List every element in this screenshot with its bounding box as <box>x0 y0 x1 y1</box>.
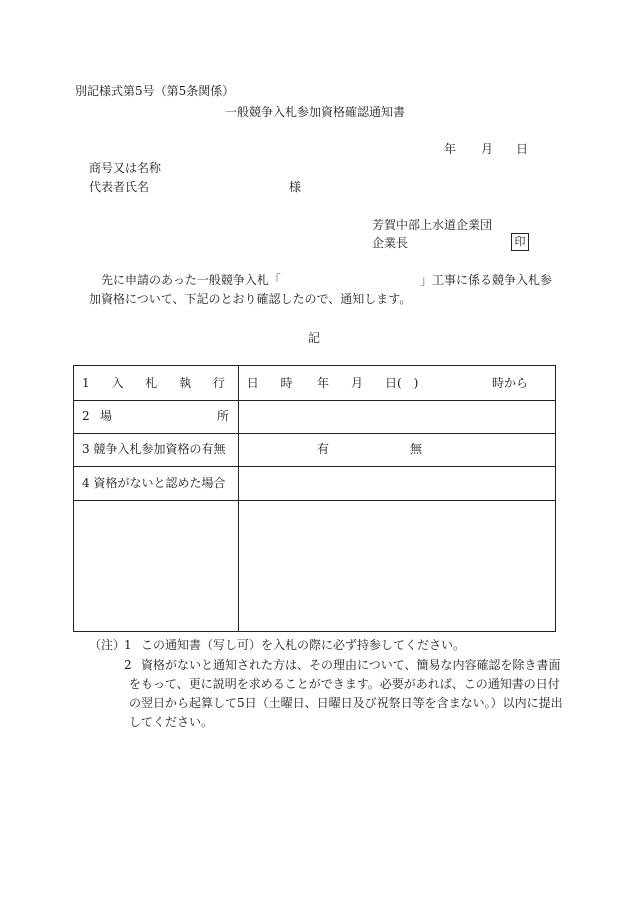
bid-year: 年 <box>317 376 330 390</box>
bid-day: 日( ) <box>385 376 419 390</box>
body-line1-start: 先に申請のあった一般競争入札「 <box>101 273 281 287</box>
notes-prefix: （注） <box>89 638 126 652</box>
representative-label: 代表者氏名 <box>89 180 150 194</box>
honorific: 様 <box>289 180 302 194</box>
seal-mark: 印 <box>511 233 529 251</box>
note-2-line1: 資格がないと通知された方は、その理由について、簡易な内容確認を除き書面 <box>141 658 561 672</box>
date-year: 年 <box>444 142 457 156</box>
note-2-line3: の翌日から起算して5日（土曜日、日曜日及び祝祭日等を含まない。）以内に提出 <box>129 696 563 710</box>
issuer-org: 芳賀中部上水道企業団 <box>372 218 493 232</box>
row-place-label-start: 場 <box>100 409 113 423</box>
company-label: 商号又は名称 <box>89 161 162 175</box>
table-row-divider <box>74 466 555 467</box>
bid-month: 月 <box>351 376 364 390</box>
table-row-divider <box>74 433 555 434</box>
details-table <box>73 365 556 632</box>
row-place-number: 2 <box>82 409 90 423</box>
table-row-divider <box>74 500 555 501</box>
bid-datetime-label-text: 1 入 札 執 行 日 時 <box>82 376 302 390</box>
row-bid-datetime-label <box>82 376 302 390</box>
note-2-line4: してください。 <box>129 715 214 729</box>
note-2-line2: をもって、更に説明を求めることができます。必要があれば、この通知書の日付 <box>129 677 560 691</box>
eligibility-no: 無 <box>410 442 423 456</box>
form-label: 別記様式第5号（第5条関係） <box>75 84 235 98</box>
note-2-number: 2 <box>124 658 132 672</box>
note-1-text: この通知書（写し可）を入札の際に必ず持参してください。 <box>141 638 466 652</box>
body-line2: 加資格について、下記のとおり確認したので、通知します。 <box>89 292 412 306</box>
body-line1-end: 」工事に係る競争入札参 <box>420 273 553 287</box>
issuer-title: 企業長 <box>372 236 409 250</box>
bid-time-from: 時から <box>492 376 529 390</box>
table-row-divider <box>74 400 555 401</box>
row-place-label-end: 所 <box>217 409 230 423</box>
row-ineligible-label: 4 資格がないと認めた場合 <box>82 476 226 490</box>
eligibility-yes: 有 <box>317 442 330 456</box>
table-column-divider <box>238 366 239 631</box>
date-month: 月 <box>481 142 494 156</box>
note-1-number: 1 <box>124 638 132 652</box>
ki-heading: 記 <box>308 331 321 345</box>
document-title: 一般競争入札参加資格確認通知書 <box>225 105 406 119</box>
row-eligibility-label: 3 競争入札参加資格の有無 <box>82 442 226 456</box>
date-day: 日 <box>516 142 529 156</box>
